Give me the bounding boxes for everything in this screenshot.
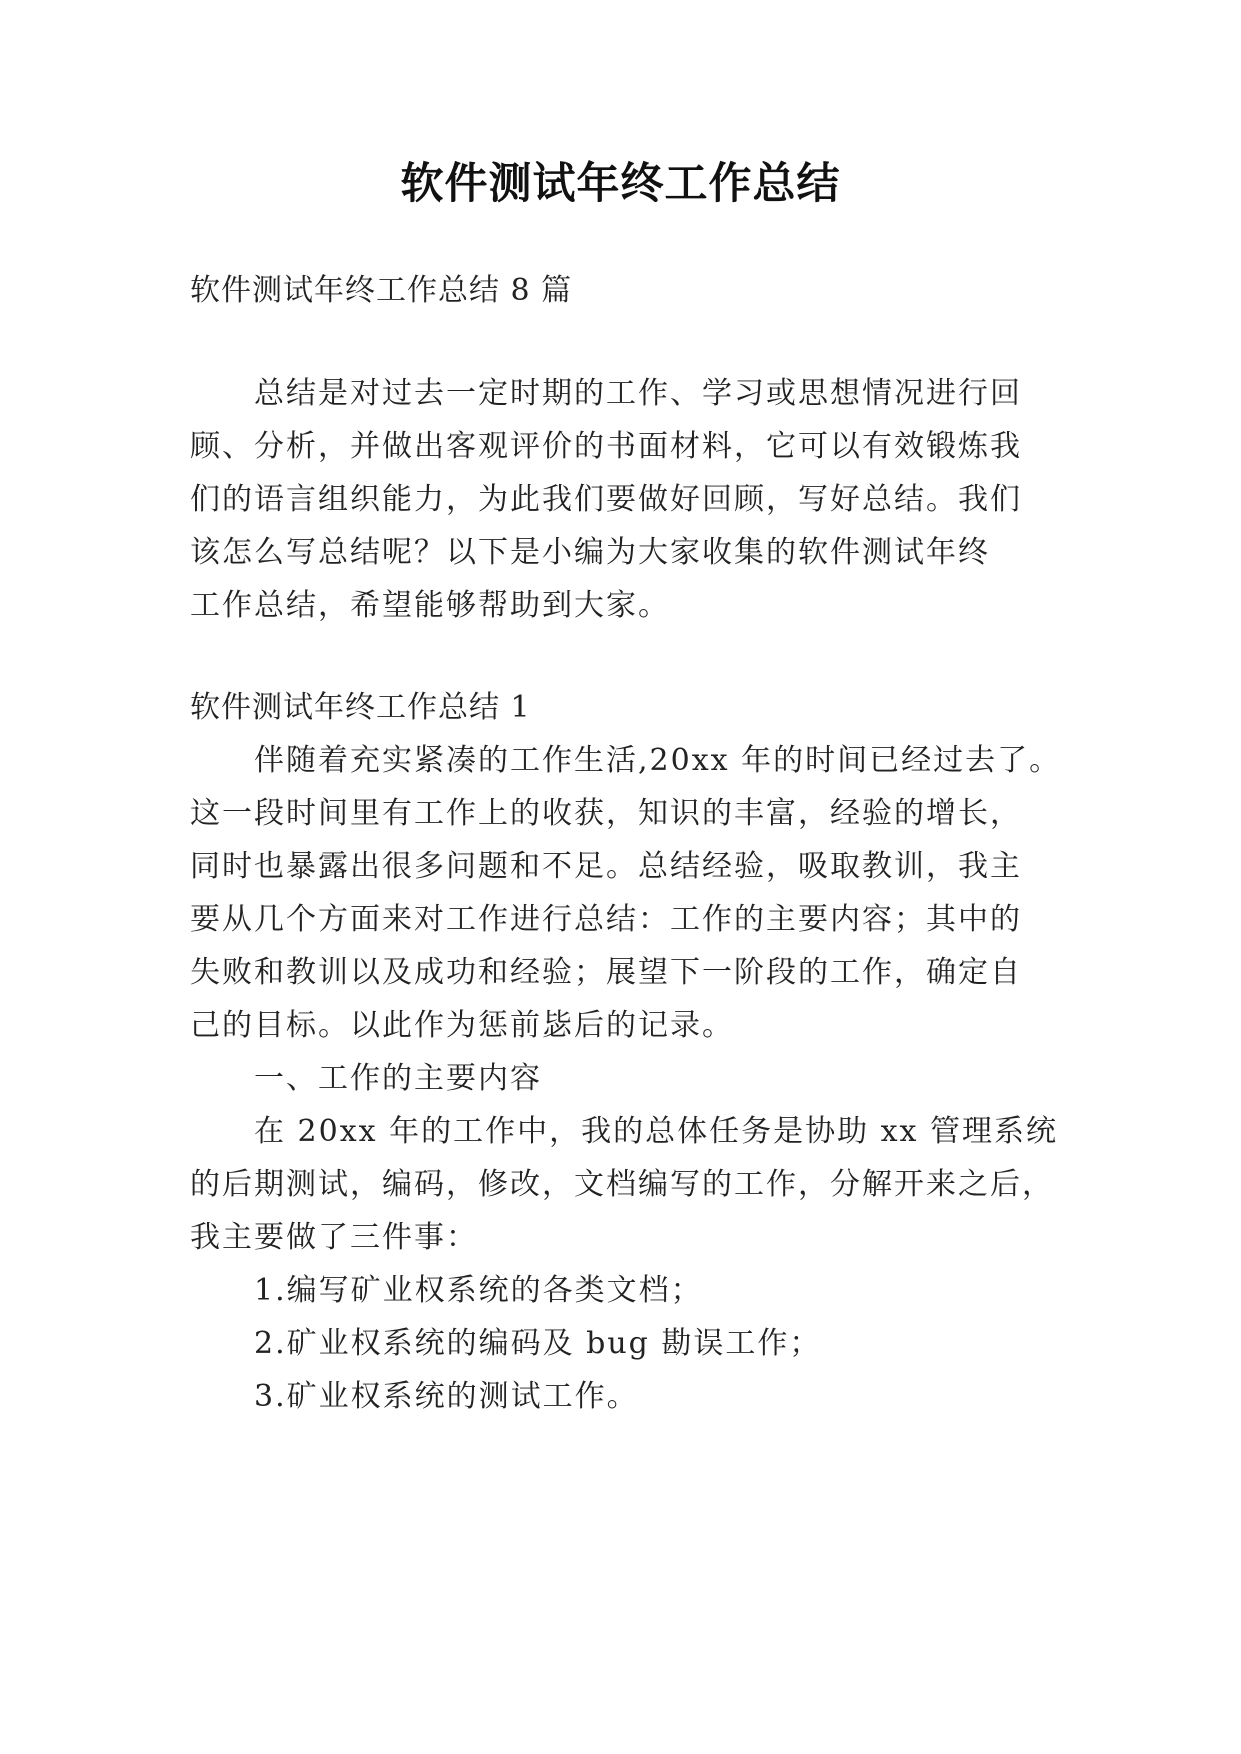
intro-line-4: 该怎么写总结呢？以下是小编为大家收集的软件测试年终 (190, 535, 990, 570)
task-item-1: 1.编写矿业权系统的各类文档； (254, 1273, 703, 1308)
part-1-heading: 一、工作的主要内容 (254, 1061, 542, 1096)
task-item-3: 3.矿业权系统的测试工作。 (254, 1379, 639, 1414)
task-item-2: 2.矿业权系统的编码及 bug 勘误工作； (254, 1326, 822, 1361)
section-1-line-1: 伴随着充实紧凑的工作生活,20xx 年的时间已经过去了。 (254, 743, 1062, 778)
intro-line-1: 总结是对过去一定时期的工作、学习或思想情况进行回 (254, 376, 1022, 411)
document-subtitle: 软件测试年终工作总结 8 篇 (190, 273, 573, 308)
section-1-line-6: 己的目标。以此作为惩前毖后的记录。 (190, 1008, 734, 1043)
section-1-line-3: 同时也暴露出很多问题和不足。总结经验，吸取教训，我主 (190, 849, 1022, 884)
section-1-line-5: 失败和教训以及成功和经验；展望下一阶段的工作，确定自 (190, 955, 1022, 990)
part-1-line-3: 我主要做了三件事： (190, 1220, 478, 1255)
part-1-line-2: 的后期测试，编码，修改，文档编写的工作，分解开来之后， (190, 1167, 1054, 1202)
section-1-line-4: 要从几个方面来对工作进行总结：工作的主要内容；其中的 (190, 902, 1022, 937)
section-1-line-2: 这一段时间里有工作上的收获，知识的丰富，经验的增长， (190, 796, 1022, 831)
document-title: 软件测试年终工作总结 (400, 159, 841, 209)
intro-line-3: 们的语言组织能力，为此我们要做好回顾，写好总结。我们 (190, 482, 1022, 517)
intro-line-2: 顾、分析，并做出客观评价的书面材料，它可以有效锻炼我 (190, 429, 1022, 464)
section-1-heading: 软件测试年终工作总结 1 (190, 690, 531, 725)
intro-line-5: 工作总结，希望能够帮助到大家。 (190, 588, 670, 623)
part-1-line-1: 在 20xx 年的工作中，我的总体任务是协助 xx 管理系统 (254, 1114, 1058, 1149)
